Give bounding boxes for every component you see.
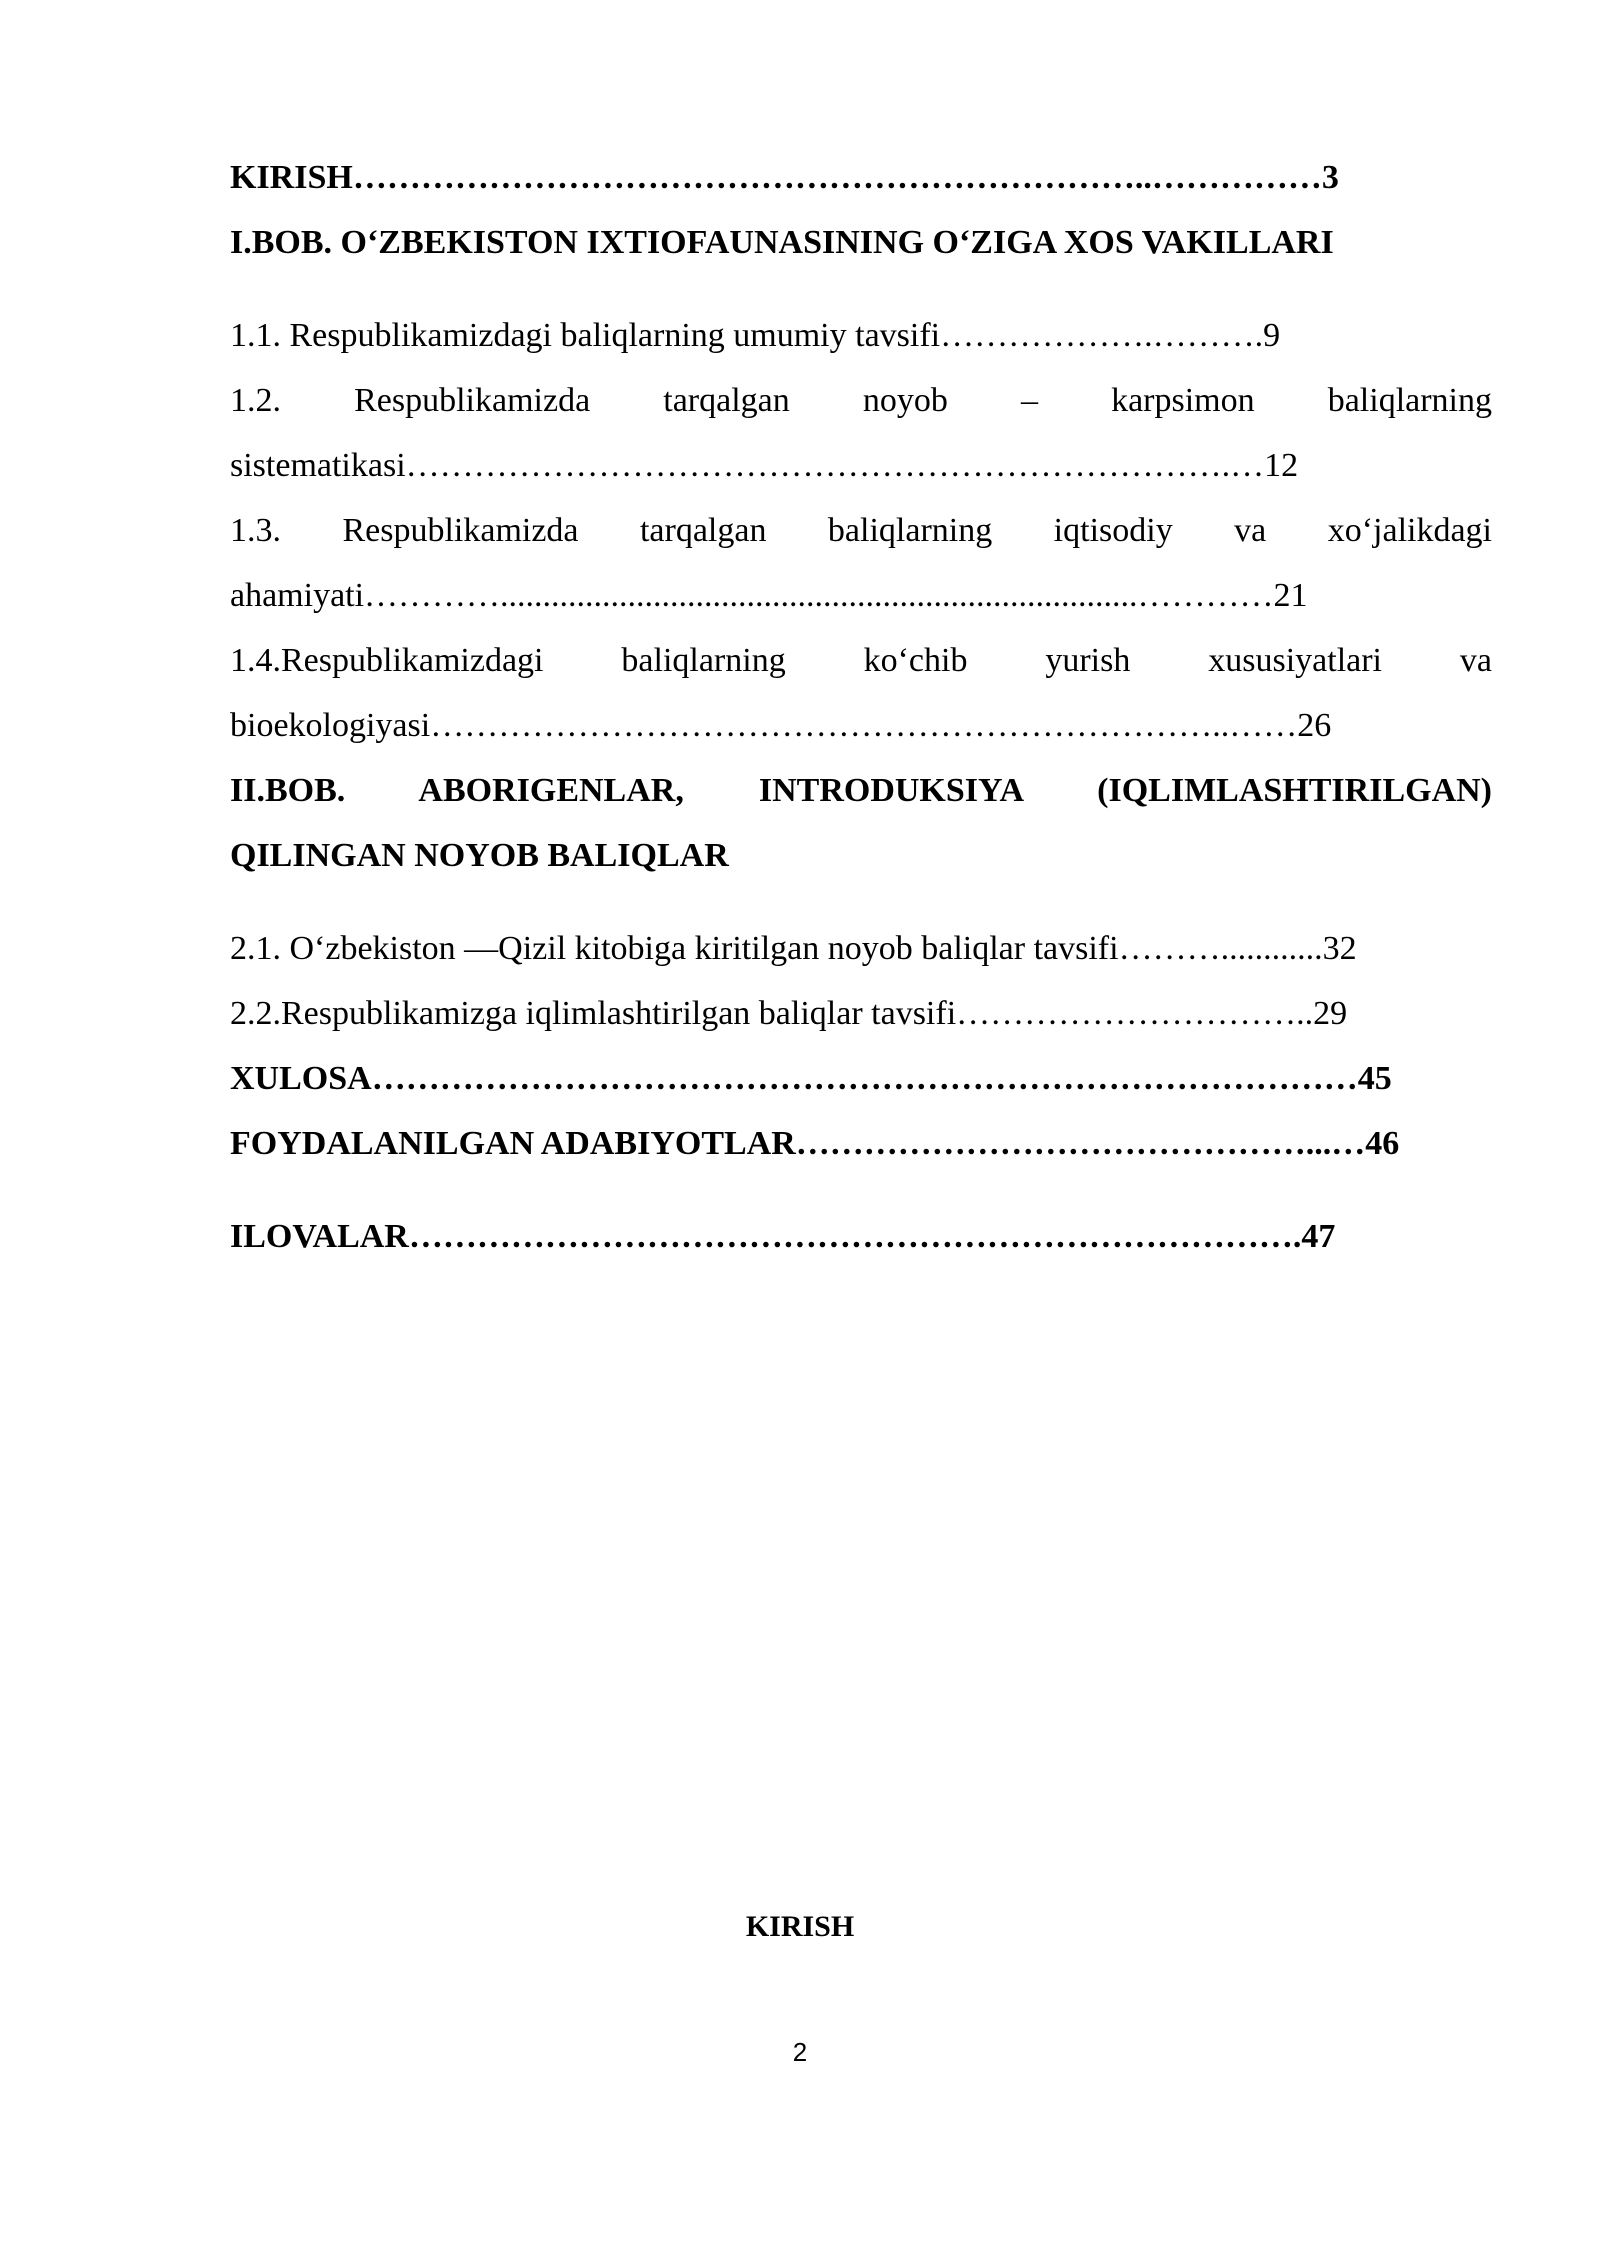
page-number: 2 [792, 2037, 808, 2067]
toc-chapter-2-title-line-2: QILINGAN NOYOB BALIQLAR [230, 837, 729, 874]
toc-entry-1-1: 1.1. Respublikamizdagi baliqlarning umumiy tavsifi……………….……….9 [230, 317, 1281, 354]
toc-entry-2-1: 2.1. O‘zbekiston ―Qizil kitobiga kiritilgan noyob baliqlar tavsifi………............32 [230, 930, 1357, 967]
section-heading-kirish: KIRISH [745, 1910, 855, 1943]
toc-chapter-1-title: I.BOB. O‘ZBEKISTON IXTIOFAUNASINING O‘ZIGA XOS VAKILLARI [230, 224, 1334, 261]
toc-entry-ilovalar: ILOVALAR…………………………………………………………………….47 [230, 1218, 1336, 1255]
toc-entry-xulosa: XULOSA……………………………………………………………………………45 [230, 1060, 1392, 1097]
table-of-contents [230, 145, 1492, 1269]
toc-entry-1-3-line-1: 1.3. Respublikamizda tarqalgan baliqlarning iqtisodiy va xo‘jalikdagi [230, 512, 1492, 549]
toc-chapter-2-title-line-1: II.BOB. ABORIGENLAR, INTRODUKSIYA (IQLIMLASHTIRILGAN) [230, 772, 1492, 809]
toc-entry-1-4-line-1: 1.4.Respublikamizdagi baliqlarning ko‘chib yurish xususiyatlari va [230, 642, 1492, 679]
toc-entry-2-2: 2.2.Respublikamizga iqlimlashtirilgan baliqlar tavsifi…………………………..29 [230, 995, 1348, 1032]
toc-entry-adabiyotlar: FOYDALANILGAN ADABIYOTLAR………………………………………...…46 [230, 1125, 1400, 1162]
toc-entry-1-3-line-2: ahamiyati…………...........................................................................…………21 [230, 577, 1308, 614]
toc-entry-1-4-line-2: bioekologiyasi……………………………………………………………..……26 [230, 707, 1332, 744]
toc-entry-1-2-line-2: sistematikasi……………………………………………………………….…12 [230, 447, 1299, 484]
toc-entry-kirish: KIRISH……………………………………………………………..……………3 [230, 159, 1339, 196]
toc-entry-1-2-line-1: 1.2. Respublikamizda tarqalgan noyob – karpsimon baliqlarning [230, 382, 1492, 419]
